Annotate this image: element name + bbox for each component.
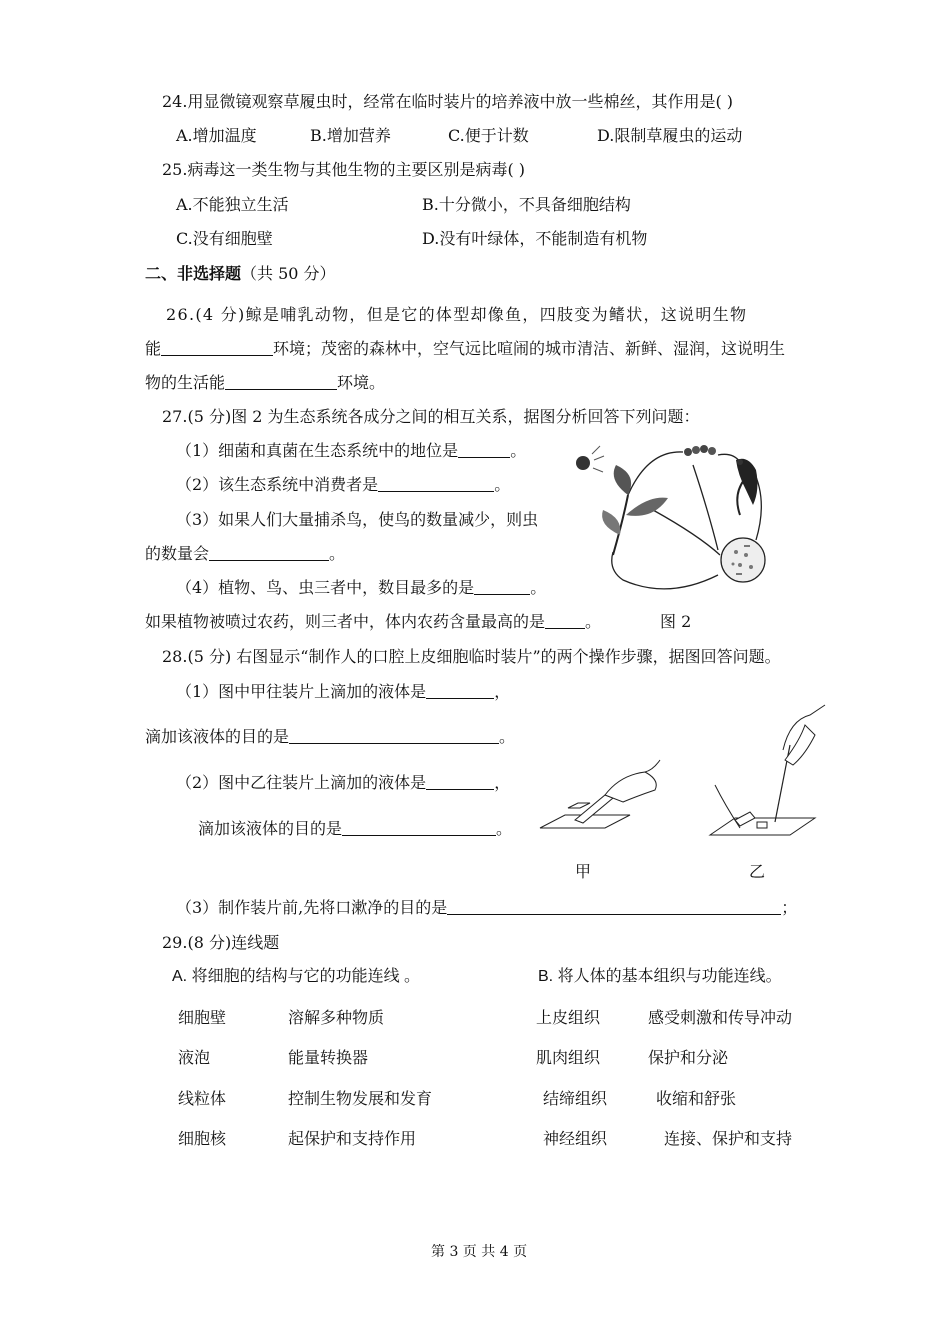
q27-part5-text: 如果植物被喷过农药，则三者中，体内农药含量最高的是 bbox=[145, 612, 546, 631]
q29-b-right-3: 收缩和舒张 bbox=[656, 1089, 737, 1108]
q29-b-right-4: 连接、保护和支持 bbox=[664, 1129, 793, 1148]
q27-part3b bbox=[145, 544, 345, 564]
q29-b-left-1: 上皮组织 bbox=[536, 1008, 601, 1027]
q28-part3 bbox=[176, 898, 797, 918]
q27-part5-end: 。 bbox=[585, 612, 602, 631]
q28-blank-1[interactable] bbox=[426, 682, 494, 699]
q27-part4-text: （4）植物、鸟、虫三者中，数目最多的是 bbox=[176, 578, 475, 597]
q28-part2 bbox=[176, 773, 510, 793]
q25-option-b: B.十分微小，不具备细胞结构 bbox=[422, 195, 631, 214]
q27-blank-2[interactable] bbox=[378, 475, 494, 492]
q26-line2-b: 环境；茂密的森林中，空气远比喧闹的城市清洁、新鲜、湿润，这说明生 bbox=[273, 339, 786, 358]
q25-option-a: A.不能独立生活 bbox=[176, 195, 289, 214]
arrow-plant-to-insect bbox=[628, 452, 683, 495]
q26-line2-a: 能 bbox=[145, 339, 162, 358]
figure-jia-slide bbox=[540, 760, 660, 828]
q28-part2b bbox=[198, 819, 512, 839]
q29-a-left-1: 细胞壁 bbox=[178, 1008, 227, 1027]
q29-a-right-2: 能量转换器 bbox=[288, 1048, 369, 1067]
q28-blank-5[interactable] bbox=[447, 898, 781, 915]
arrow-plant-to-decomposer bbox=[653, 510, 720, 555]
q24-option-b: B.增加营养 bbox=[310, 126, 391, 145]
q28-blank-4[interactable] bbox=[342, 819, 496, 836]
q29-b-right-1: 感受刺激和传导冲动 bbox=[648, 1008, 793, 1027]
section-heading bbox=[145, 264, 336, 284]
section-title: 二、非选择题 bbox=[145, 264, 242, 283]
q26-blank-1[interactable] bbox=[161, 339, 273, 356]
q29-a-left-4: 细胞核 bbox=[178, 1129, 227, 1148]
q27-blank-5[interactable] bbox=[545, 612, 585, 629]
q28-part1-text: （1）图中甲往装片上滴加的液体是 bbox=[176, 682, 427, 701]
q27-part3: （3）如果人们大量捕杀鸟，使鸟的数量减少，则虫 bbox=[176, 510, 539, 529]
q26-line1: 26.(4 分)鲸是哺乳动物，但是它的体型却像鱼，四肢变为鳍状，这说明生物 bbox=[166, 305, 748, 324]
q26-blank-2[interactable] bbox=[225, 373, 337, 390]
q27-part1-end: 。 bbox=[510, 441, 527, 460]
q29-a-left-2: 液泡 bbox=[178, 1048, 211, 1067]
q29-a-right-4: 起保护和支持作用 bbox=[288, 1129, 417, 1148]
q25-stem: 25.病毒这一类生物与其他生物的主要区别是病毒( ) bbox=[162, 160, 526, 179]
q29-a-title: A. 将细胞的结构与它的功能连线 。 bbox=[172, 968, 421, 985]
q27-part2 bbox=[176, 475, 510, 495]
q29-b-right-2: 保护和分泌 bbox=[648, 1048, 729, 1067]
q25-option-c: C.没有细胞壁 bbox=[176, 229, 273, 248]
q29-a-left-3: 线粒体 bbox=[178, 1089, 227, 1108]
page-footer: 第 3 页 共 4 页 bbox=[431, 1244, 528, 1260]
q27-part4-end: 。 bbox=[530, 578, 547, 597]
q28-part3-text: （3）制作装片前,先将口漱净的目的是 bbox=[176, 898, 448, 917]
q28-part1-end: ， bbox=[494, 682, 511, 701]
q27-figure-label: 图 2 bbox=[660, 612, 692, 631]
q29-stem: 29.(8 分)连线题 bbox=[162, 933, 280, 952]
q24-option-d: D.限制草履虫的运动 bbox=[597, 126, 743, 145]
q27-stem: 27.(5 分)图 2 为生态系统各成分之间的相互关系，据图分析回答下列问题： bbox=[162, 407, 700, 426]
q28-part1 bbox=[176, 682, 510, 702]
q28-part1b-text: 滴加该液体的目的是 bbox=[145, 727, 290, 746]
caterpillar-icon bbox=[684, 445, 716, 456]
q27-blank-4[interactable] bbox=[474, 578, 530, 595]
q29-a-right-1: 溶解多种物质 bbox=[288, 1008, 385, 1027]
q27-part4 bbox=[176, 578, 546, 598]
q27-part5 bbox=[145, 612, 601, 632]
q27-blank-3[interactable] bbox=[209, 544, 329, 561]
q27-part3b-text: 的数量会 bbox=[145, 544, 210, 563]
q27-blank-1[interactable] bbox=[458, 441, 510, 458]
q28-part1b bbox=[145, 727, 515, 747]
q27-part2-text: （2）该生态系统中消费者是 bbox=[176, 475, 379, 494]
q28-part1b-end: 。 bbox=[499, 727, 516, 746]
plant-icon bbox=[602, 465, 668, 555]
q27-part2-end: 。 bbox=[494, 475, 511, 494]
q28-blank-3[interactable] bbox=[426, 773, 494, 790]
q29-b-left-2: 肌肉组织 bbox=[536, 1048, 601, 1067]
q27-part1-text: （1）细菌和真菌在生态系统中的地位是 bbox=[176, 441, 459, 460]
q26-line3-a: 物的生活能 bbox=[145, 373, 226, 392]
q28-stem: 28.(5 分) 右图显示“制作人的口腔上皮细胞临时装片”的两个操作步骤，据图回答问题。 bbox=[162, 647, 781, 666]
q29-b-left-4: 神经组织 bbox=[543, 1129, 608, 1148]
q26-line2 bbox=[145, 339, 785, 359]
figure-label-jia: 甲 bbox=[575, 862, 592, 881]
slide-procedure-figure bbox=[535, 700, 845, 850]
q24-option-c: C.便于计数 bbox=[448, 126, 529, 145]
q29-b-left-3: 结缔组织 bbox=[543, 1089, 608, 1108]
q26-line3-b: 环境。 bbox=[337, 373, 386, 392]
q25-option-d: D.没有叶绿体，不能制造有机物 bbox=[422, 229, 648, 248]
q28-part3-end: ； bbox=[781, 898, 798, 917]
q27-part3b-end: 。 bbox=[329, 544, 346, 563]
q29-a-right-3: 控制生物发展和发育 bbox=[288, 1089, 433, 1108]
q24-stem: 24.用显微镜观察草履虫时，经常在临时装片的培养液中放一些棉丝，其作用是( ) bbox=[162, 92, 734, 111]
section-score: （共 50 分） bbox=[241, 264, 336, 283]
figure-yi-slide bbox=[710, 705, 825, 835]
q26-line3 bbox=[145, 373, 385, 393]
q29-b-title: B. 将人体的基本组织与功能连线。 bbox=[538, 968, 782, 985]
q24-option-a: A.增加温度 bbox=[176, 126, 257, 145]
sun-icon bbox=[576, 446, 604, 472]
q28-part2bend: 。 bbox=[496, 819, 513, 838]
q28-part2-text: （2）图中乙往装片上滴加的液体是 bbox=[176, 773, 427, 792]
bird-icon bbox=[736, 459, 757, 515]
arrow-decomposer-to-plant bbox=[612, 552, 718, 589]
q28-part2b-text: 滴加该液体的目的是 bbox=[198, 819, 343, 838]
figure-label-yi: 乙 bbox=[749, 862, 766, 881]
ecosystem-figure bbox=[568, 440, 788, 600]
q28-part2-end: ， bbox=[494, 773, 511, 792]
q27-part1 bbox=[176, 441, 526, 461]
decomposer-icon bbox=[721, 538, 765, 582]
q28-blank-2[interactable] bbox=[289, 727, 499, 744]
